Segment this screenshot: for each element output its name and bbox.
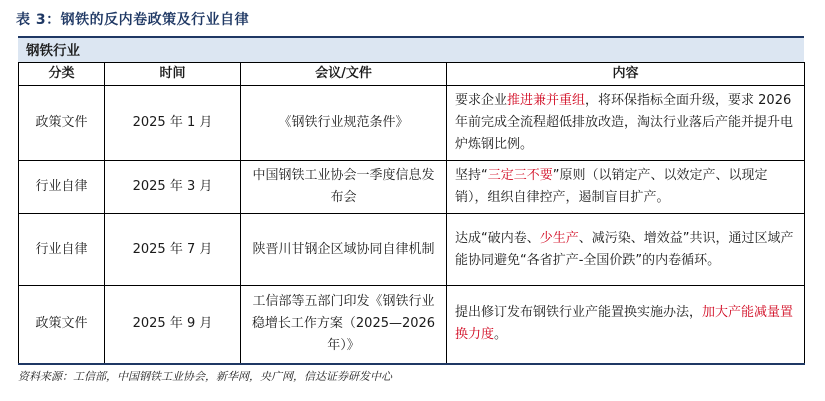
data-table — [18, 62, 805, 365]
highlight-text: 三定三不要 — [487, 168, 553, 183]
highlight-text: 少生产 — [539, 230, 579, 246]
cell-document: 工信部等五部门印发《钢铁行业稳增长工作方案（2025—2026 年）》 — [241, 286, 447, 364]
table-row — [19, 214, 805, 286]
header-date: 时间 — [105, 63, 241, 86]
table-caption: 表 3：钢铁的反内卷政策及行业自律 — [16, 12, 250, 28]
source-note: 资料来源：工信部，中国钢铁工业协会，新华网，央广网，信达证券研发中心 — [18, 370, 392, 383]
cell-category: 行业自律 — [19, 214, 105, 286]
cell-category: 政策文件 — [19, 86, 105, 161]
cell-date: 2025 年 9 月 — [105, 286, 241, 364]
content-text: 、减污染、增效益”共识，通过区域产能协同避免“各省扩产-全国价跌”的内卷循环。 — [455, 230, 794, 268]
header-row — [19, 63, 805, 86]
table-row — [19, 86, 805, 161]
content-text: 达成“破内卷、 — [455, 230, 540, 246]
cell-date: 2025 年 7 月 — [105, 214, 241, 286]
content-text: 。 — [494, 327, 508, 343]
policy-table — [18, 36, 804, 365]
content-text: 要求企业 — [455, 93, 508, 108]
cell-document: 中国钢铁工业协会一季度信息发布会 — [241, 161, 447, 214]
content-text: ”原则（以销定产、以效定产、以现定销），组织自律控产，遏制盲目扩产。 — [455, 168, 768, 205]
highlight-text: 推进兼并重组 — [507, 93, 586, 108]
header-document: 会议/文件 — [241, 63, 447, 86]
cell-content — [447, 86, 805, 161]
section-header: 钢铁行业 — [18, 36, 804, 62]
cell-category: 行业自律 — [19, 161, 105, 214]
cell-date: 2025 年 1 月 — [105, 86, 241, 161]
content-text: ，将环保指标全面升级，要求 2026 年前完成全流程超低排放改造，淘汰行业落后产能并提升电炉炼钢比例。 — [455, 93, 794, 152]
table-row — [19, 161, 805, 214]
cell-document: 陕晋川甘钢企区域协同自律机制 — [241, 214, 447, 286]
table-row — [19, 286, 805, 364]
content-text: 坚持“ — [455, 168, 488, 183]
cell-content — [447, 214, 805, 286]
content-text: 提出修订发布钢铁行业产能置换实施办法， — [455, 305, 703, 321]
header-content: 内容 — [447, 63, 805, 86]
header-category: 分类 — [19, 63, 105, 86]
cell-content — [447, 161, 805, 214]
cell-date: 2025 年 3 月 — [105, 161, 241, 214]
cell-content — [447, 286, 805, 364]
highlight-text: 加大产能减量置换力度 — [455, 305, 794, 343]
cell-document: 《钢铁行业规范条件》 — [241, 86, 447, 161]
cell-category: 政策文件 — [19, 286, 105, 364]
